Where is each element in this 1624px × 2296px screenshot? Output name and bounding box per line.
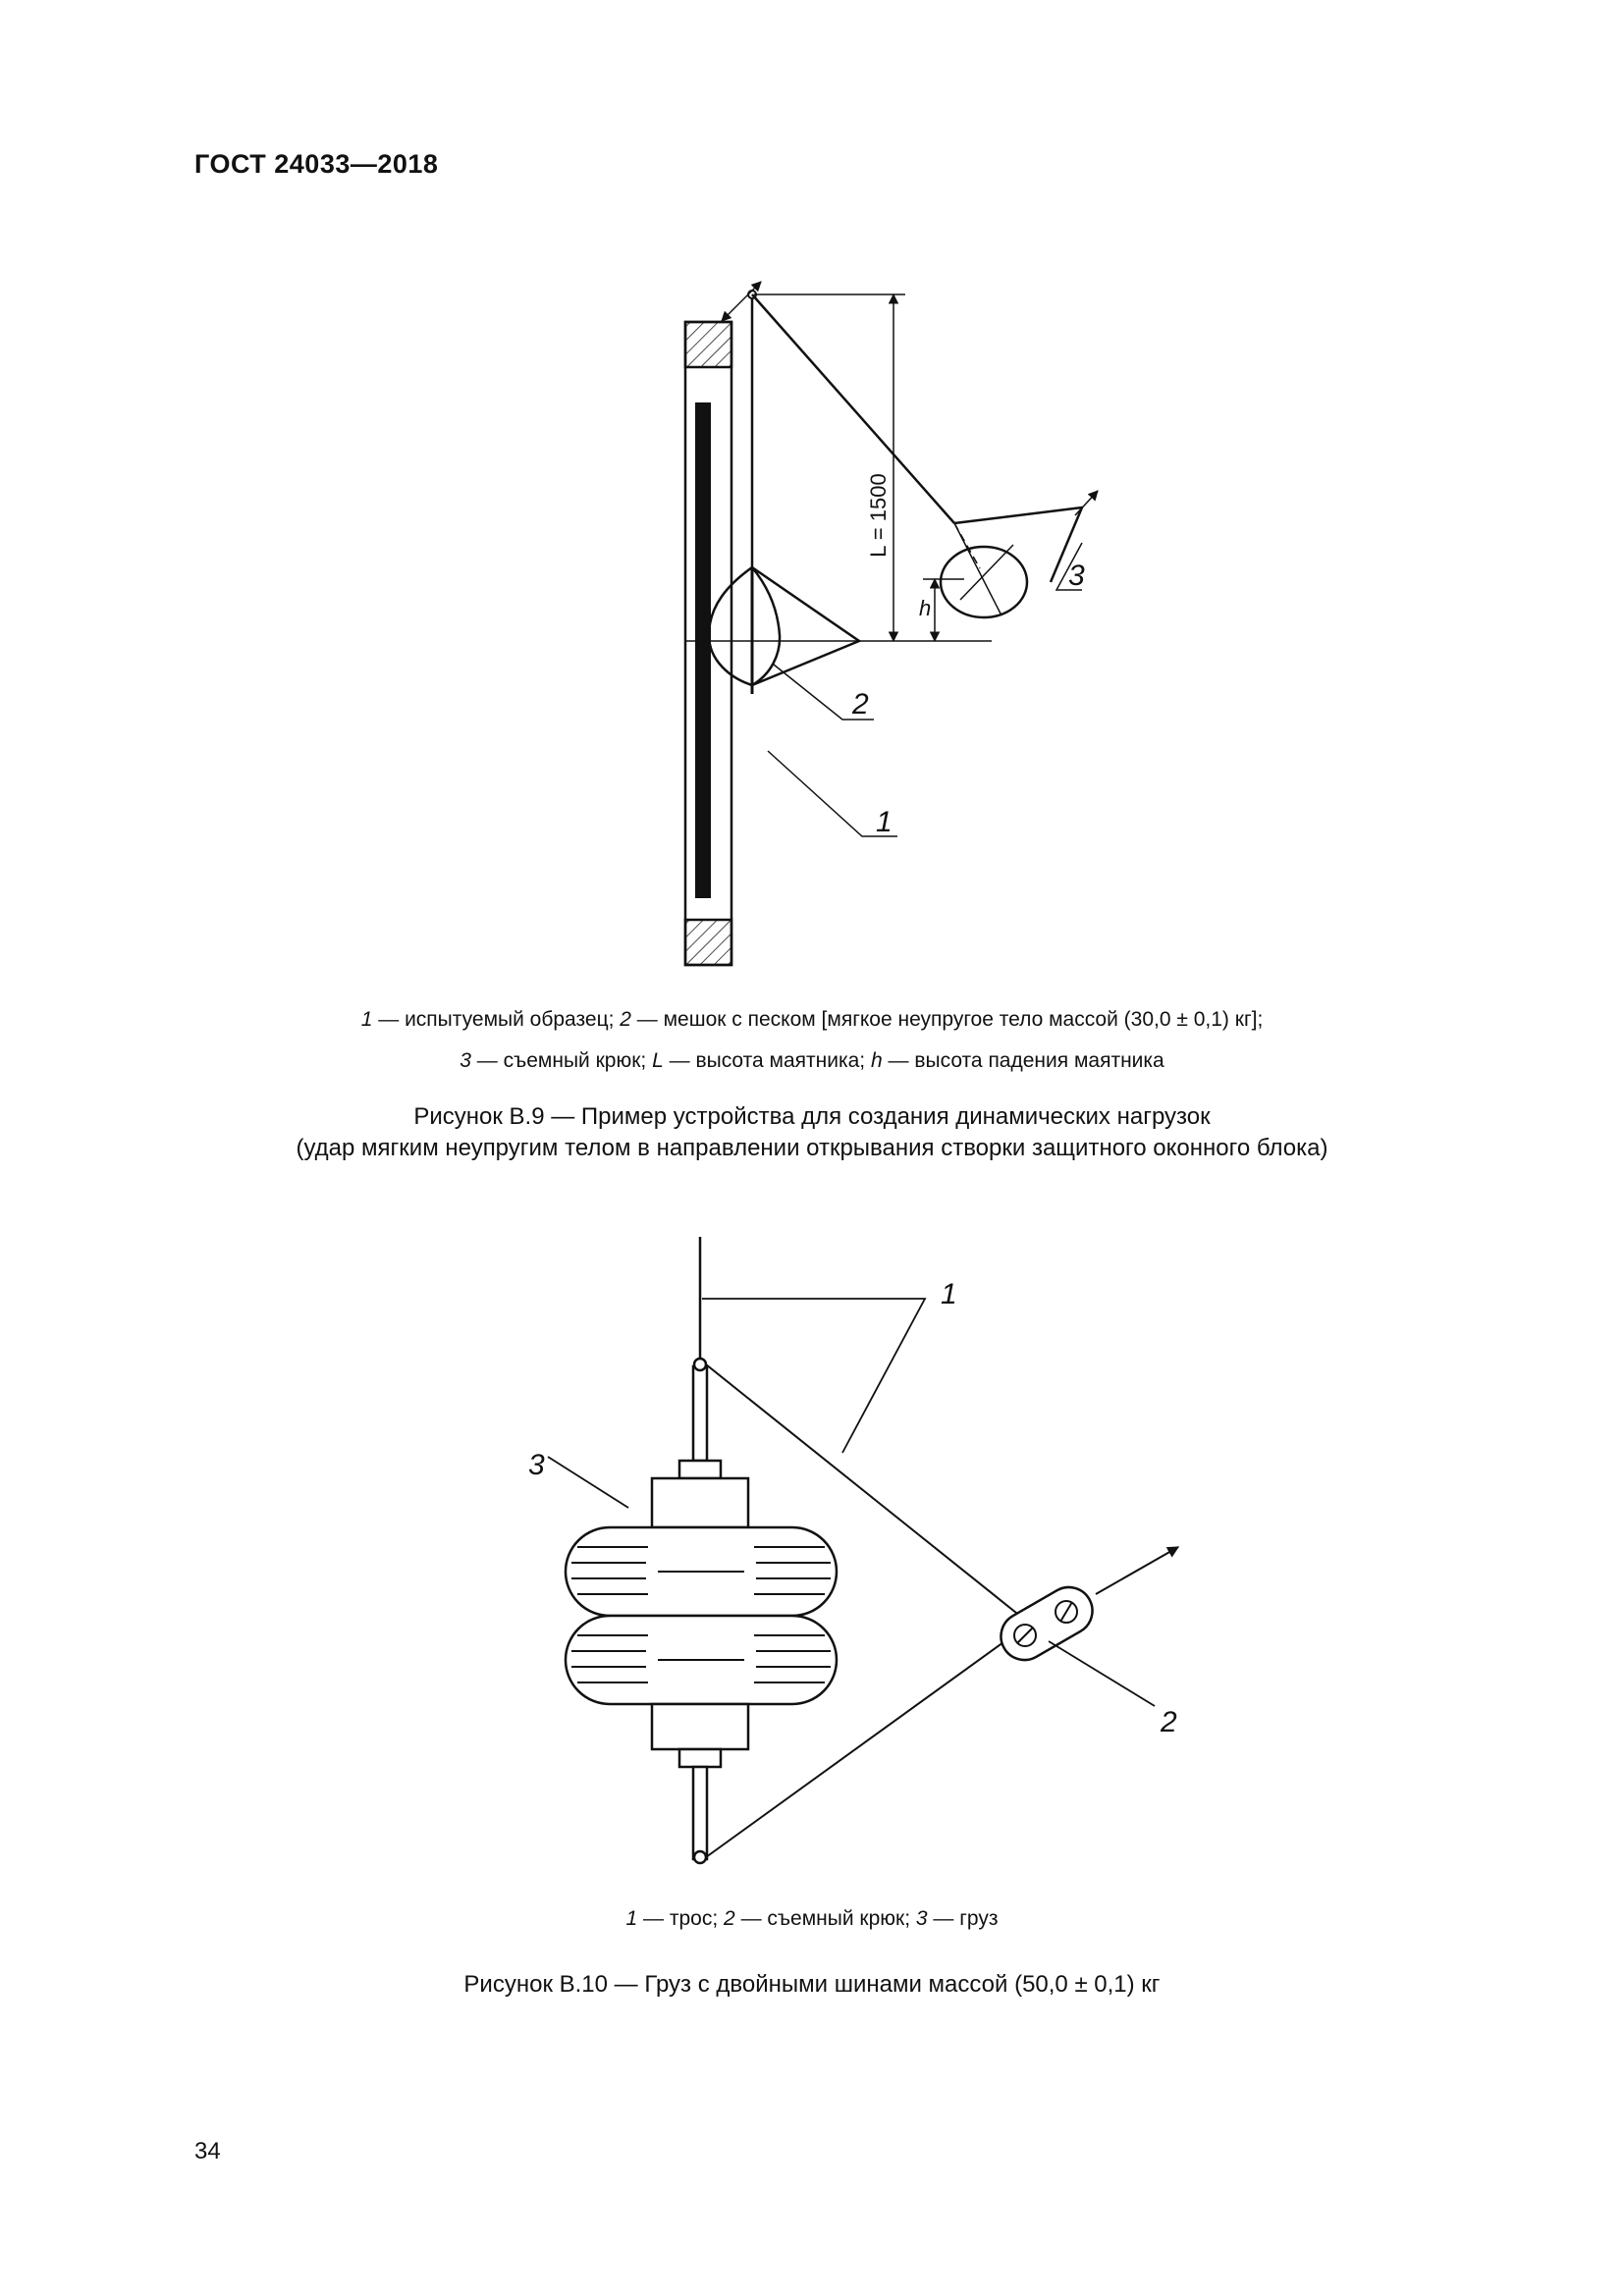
hub-cap-bottom <box>679 1749 721 1767</box>
hatched-block-top <box>685 322 731 367</box>
eye-bottom <box>694 1851 706 1863</box>
dimension-h-label: h <box>919 596 932 620</box>
callout-2: 2 <box>852 688 869 721</box>
sling-lifted <box>954 507 1082 582</box>
hook-plate <box>993 1578 1102 1669</box>
callout-3: 3 <box>1068 560 1085 592</box>
dimension-L-label: L = 1500 <box>866 473 891 558</box>
sling-rest <box>752 567 859 685</box>
figure-weight-drawing <box>511 1217 1237 1865</box>
sandbag-rest <box>709 567 780 685</box>
figure2-legend: 1 — трос; 2 — съемный крюк; 3 — груз <box>625 1907 999 1930</box>
document-header: ГОСТ 24033—2018 <box>194 149 439 179</box>
leader-fig2-3 <box>548 1457 628 1508</box>
eye-top <box>694 1359 706 1370</box>
legend1-line2: 3 — съемный крюк; L — высота маятника; h — высота падения маятника <box>460 1049 1164 1072</box>
pull-arrow <box>1096 1547 1178 1594</box>
hub-cap-top <box>679 1461 721 1478</box>
caption1-line1: Рисунок В.9 — Пример устройства для создания динамических нагрузок <box>413 1103 1211 1130</box>
figure1-caption <box>0 1101 1624 1164</box>
hub-bottom <box>652 1704 748 1749</box>
figure2-caption: Рисунок В.10 — Груз с двойными шинами массой (50,0 ± 0,1) кг <box>463 1971 1161 1998</box>
callout-1: 1 <box>876 806 893 838</box>
shaft-bottom <box>693 1767 707 1859</box>
caption1-line2: (удар мягким неупругим телом в направлении открывания створки защитного оконного блока) <box>296 1135 1328 1161</box>
hatched-block-bottom <box>685 920 731 965</box>
figure1-legend <box>0 999 1624 1082</box>
leader-fig2-1 <box>702 1299 925 1453</box>
figure-pendulum-drawing <box>628 231 1085 977</box>
fig2-callout-1: 1 <box>941 1278 957 1310</box>
specimen-glazing <box>695 402 711 898</box>
fig2-callout-3: 3 <box>528 1449 545 1481</box>
shaft-top <box>693 1366 707 1461</box>
rope-lifted <box>752 294 954 523</box>
legend1-line1: 1 — испытуемый образец; 2 — мешок с песком [мягкое неупругое тело массой (30,0 ± 0,1) кг]; <box>360 1008 1264 1031</box>
page-number: 34 <box>194 2138 221 2164</box>
hub-top <box>652 1478 748 1527</box>
fig2-callout-2: 2 <box>1161 1706 1177 1738</box>
leader-fig2-2 <box>1049 1641 1155 1706</box>
